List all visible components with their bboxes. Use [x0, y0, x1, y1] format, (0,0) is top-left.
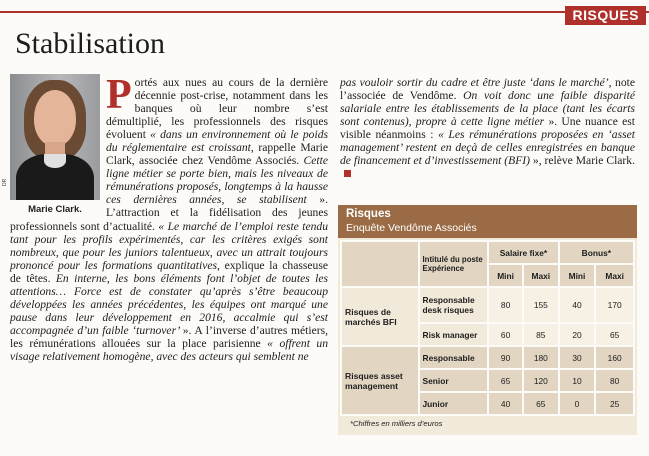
cell-value: 20	[559, 323, 596, 346]
article-column-2	[340, 76, 635, 180]
photo-credit: DR	[2, 178, 8, 186]
panel-subtitle: Enquête Vendôme Associés	[346, 222, 477, 234]
panel-header	[338, 205, 637, 238]
header-bon-mini: Mini	[559, 264, 596, 287]
cell-value: 65	[523, 392, 559, 415]
cell-value: 25	[595, 392, 634, 415]
cell-value: 30	[559, 346, 596, 369]
row-category: Risques asset management	[341, 346, 419, 415]
header-intitule: Intitulé du poste Expérience	[419, 241, 489, 287]
header-bon-maxi: Maxi	[595, 264, 634, 287]
cell-value: 90	[488, 346, 523, 369]
top-rule	[0, 11, 649, 13]
cell-value: 85	[523, 323, 559, 346]
panel-title: Risques	[346, 208, 391, 220]
header-salaire: Salaire fixe*	[488, 241, 558, 264]
cell-value: 65	[595, 323, 634, 346]
cell-value: 60	[488, 323, 523, 346]
table-row	[341, 346, 634, 369]
cell-value: 65	[488, 369, 523, 392]
cell-value: 40	[559, 287, 596, 323]
section-tag: RISQUES	[565, 6, 646, 25]
table-header-row	[341, 241, 634, 264]
header-sal-mini: Mini	[488, 264, 523, 287]
page-title: Stabilisation	[15, 27, 165, 60]
row-label: Senior	[419, 369, 489, 392]
photo-caption: Marie Clark.	[28, 204, 82, 215]
row-label: Risk manager	[419, 323, 489, 346]
salary-panel	[338, 205, 637, 435]
article-text-2: pas vouloir sortir du cadre et être juste ‘dans le marché’, note l’associée de Vendôme. On voit donc une faible disparité salariale entre les établissements de la place (tant les écarts sont contenus), propre à cette ligne métier ». Une nuance est visible néanmoins : « Les rémunérations proposées en ‘asset management’ restent en deçà de celles enregistrées en banque de financement et d’investissement (BFI) », relève Marie Clark.	[340, 76, 635, 180]
table-footnote: *Chiffres en milliers d’euros	[350, 419, 443, 428]
article-column-1	[10, 72, 329, 363]
cell-value: 80	[595, 369, 634, 392]
row-label: Responsable desk risques	[419, 287, 489, 323]
row-category: Risques de marchés BFI	[341, 287, 419, 346]
cell-value: 10	[559, 369, 596, 392]
row-label: Responsable	[419, 346, 489, 369]
table-row	[341, 287, 634, 323]
cell-value: 180	[523, 346, 559, 369]
cell-value: 170	[595, 287, 634, 323]
cell-value: 155	[523, 287, 559, 323]
article-text-1: Portés aux nues au cours de la dernière décennie post-crise, notamment dans les banques où leur nombre s’est démultiplié, les professionnels des risques évoluent « dans un environnement où le poids du réglementaire est croissant, rappelle Marie Clark, associée chez Vendôme Associés. Cette ligne métier se porte bien, mais les niveaux de rémunérations proposés, longtemps à la hausse ces dernières années, se stabilisent ». L’attraction et la fidélisation des jeunes professionnels sont d’actualité. « Le marché de l’emploi reste tendu tant pour les profils expérimentés, car les critères exigés sont nombreux, que pour les juniors talentueux, avec un attrait toujours prononcé pour les formations quantitatives, explique la chasseuse de têtes. En interne, les bons éléments font l’objet de toutes les attentions… Force est de constater qu’après s’être beaucoup développées les années précédentes, les équipes ont marqué une pause dans leur développement en 2016, accalmie qui s’est accompagnée d’un faible ‘turnover’ ». A l’inverse d’autres métiers, les rémunérations allouées sur la place parisienne « offrent un visage relativement homogène, avec des acteurs qui semblent ne	[10, 72, 329, 363]
end-mark	[344, 170, 351, 177]
header-sal-maxi: Maxi	[523, 264, 559, 287]
cell-value: 80	[488, 287, 523, 323]
salary-table	[340, 240, 635, 416]
drop-cap: P	[106, 72, 132, 118]
cell-value: 160	[595, 346, 634, 369]
cell-value: 40	[488, 392, 523, 415]
row-label: Junior	[419, 392, 489, 415]
header-bonus: Bonus*	[559, 241, 634, 264]
cell-value: 120	[523, 369, 559, 392]
cell-value: 0	[559, 392, 596, 415]
